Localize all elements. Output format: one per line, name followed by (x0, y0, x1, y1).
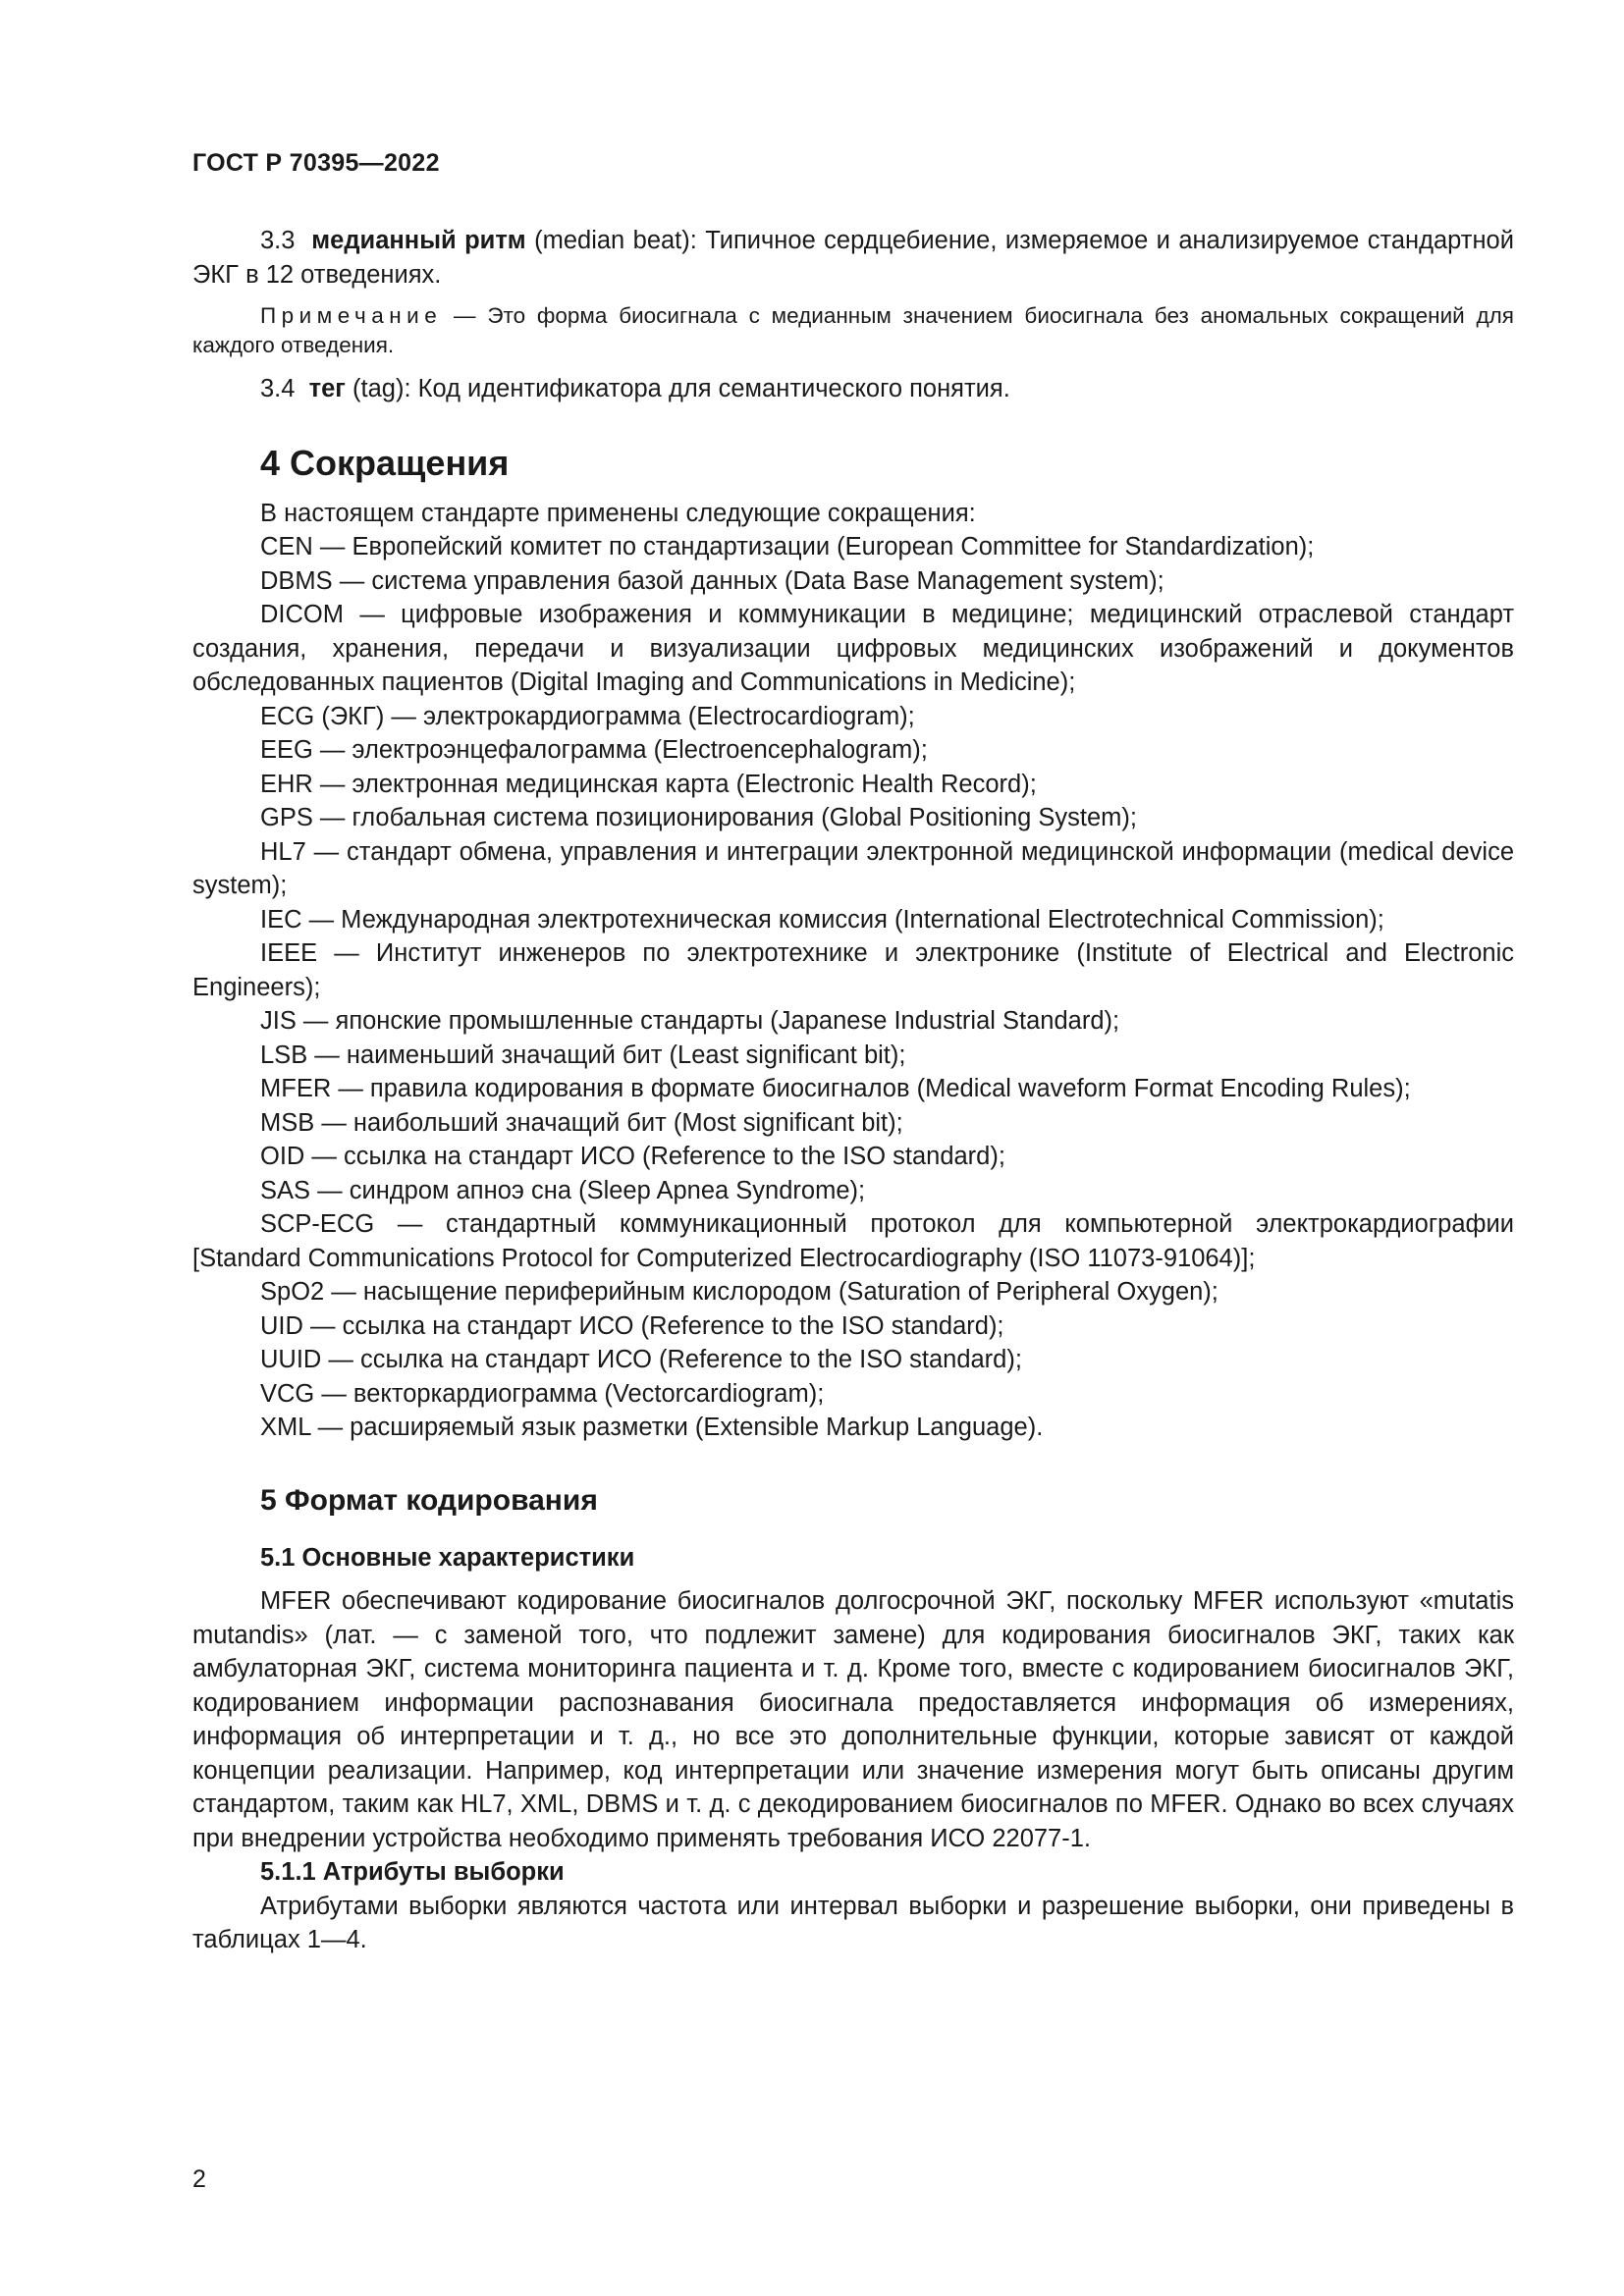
abbreviation-item: VCG — векторкардиограмма (Vectorcardiogram); (260, 1379, 825, 1408)
subsection-5-1-1-text: Атрибутами выборки являются частота или интервал выборки и разрешение выборки, они приведены в таблицах 1—4. (192, 1892, 1514, 1953)
abbreviation-item: MSB — наибольший значащий бит (Most significant bit); (260, 1108, 903, 1137)
abbreviation-item: EHR — электронная медицинская карта (Electronic Health Record); (260, 770, 1037, 798)
definition-number: 3.4 (260, 375, 296, 402)
page-number: 2 (192, 2165, 206, 2193)
abbreviation-item: LSB — наименьший значащий бит (Least significant bit); (260, 1041, 906, 1069)
abbreviation-item: IEEE — Институт инженеров по электротехнике и электронике (Institute of Electrical and Electronic Engineers); (192, 939, 1514, 1001)
abbreviation-item: EEG — электроэнцефалограмма (Electroencephalogram); (260, 736, 928, 764)
abbreviation-item: CEN — Европейский комитет по стандартизации (European Committee for Standardization); (260, 533, 1315, 561)
section-4-title: 4 Сокращения (260, 442, 510, 483)
abbreviation-item: XML — расширяемый язык разметки (Extensible Markup Language). (260, 1414, 1044, 1441)
definition-term: тег (308, 375, 346, 402)
definition-3-4 (192, 372, 1514, 406)
abbreviation-item: DBMS — система управления базой данных (Data Base Management system); (260, 566, 1164, 595)
abbreviation-item: GPS — глобальная система позиционирования (Global Positioning System); (260, 804, 1137, 831)
definition-term: медианный ритм (311, 227, 526, 254)
note-label: Примечание (260, 303, 443, 328)
definition-3-3 (192, 224, 1514, 292)
abbreviation-item: HL7 — стандарт обмена, управления и интеграции электронной медицинской информации (medical device system); (192, 837, 1514, 899)
abbreviation-item: UID — ссылка на стандарт ИСО (Reference to the ISO standard); (260, 1311, 1004, 1340)
note (192, 301, 1514, 360)
abbreviation-item: UUID — ссылка на стандарт ИСО (Reference to the ISO standard); (260, 1346, 1022, 1373)
abbreviation-item: OID — ссылка на стандарт ИСО (Reference to the ISO standard); (260, 1143, 1005, 1170)
page-content (192, 224, 1514, 1957)
document-header: ГОСТ Р 70395—2022 (192, 149, 440, 177)
subsection-5-1-text: MFER обеспечивают кодирование биосигналов долгосрочной ЭКГ, поскольку MFER используют «mutatis mutandis» (лат. — с заменой того, что подлежит замене) для кодирования биосигналов ЭКГ, таких как амбулаторная ЭКГ, система мониторинга пациента и т. д. Кроме того, вместе с кодированием биосигналов ЭКГ, кодированием информации распознавания биосигнала предоставляется информация об измерениях, информация об интерпретации и т. д., но все это дополнительные функции, которые зависят от каждой концепции реализации. Например, код интерпретации или значение измерения могут быть описаны другим стандартом, таким как HL7, XML, DBMS и т. д. с декодированием биосигналов по MFER. Однако во всех случаях при внедрении устройства необходимо применять требования ИСО 22077-1. (192, 1587, 1514, 1852)
section-4-intro: В настоящем стандарте применены следующие сокращения: (260, 499, 976, 527)
definition-text: (median beat): Типичное сердцебиение, измеряемое и анализируемое стандартной ЭКГ в 12 отведениях. (192, 227, 1514, 289)
abbreviation-item: SCP-ECG — стандартный коммуникационный протокол для компьютерной электрокардиографии [Standard Communications Protocol for Computerized Electrocardiography (ISO 11073-91064)]; (192, 1210, 1514, 1272)
definition-text: (tag): Код идентификатора для семантического понятия. (345, 375, 1010, 402)
abbreviation-item: JIS — японские промышленные стандарты (Japanese Industrial Standard); (260, 1007, 1120, 1035)
subsection-5-1-1-title: 5.1.1 Атрибуты выборки (260, 1858, 565, 1886)
subsection-5-1-title: 5.1 Основные характеристики (260, 1543, 635, 1572)
note-text: — Это форма биосигнала с медианным значением биосигнала без аномальных сокращений для каждого отведения. (192, 303, 1514, 357)
definition-number: 3.3 (260, 227, 296, 254)
abbreviation-item: SAS — синдром апноэ сна (Sleep Apnea Syndrome); (260, 1176, 866, 1204)
abbreviation-item: DICOM — цифровые изображения и коммуникации в медицине; медицинский отраслевой стандарт создания, хранения, передачи и визуализации цифровых медицинских изображений и документов обследованных пациентов (Digital Imaging and Communications in Medicine); (192, 601, 1514, 696)
abbreviation-item: IEC — Международная электротехническая комиссия (International Electrotechnical Commission); (260, 905, 1384, 934)
abbreviation-item: SpO2 — насыщение периферийным кислородом (Saturation of Peripheral Oxygen); (260, 1278, 1218, 1306)
abbreviation-item: MFER — правила кодирования в формате биосигналов (Medical waveform Format Encoding Rules); (260, 1075, 1411, 1102)
section-5-title: 5 Формат кодирования (260, 1483, 598, 1517)
abbreviation-item: ECG (ЭКГ) — электрокардиограмма (Electrocardiogram); (260, 702, 915, 730)
